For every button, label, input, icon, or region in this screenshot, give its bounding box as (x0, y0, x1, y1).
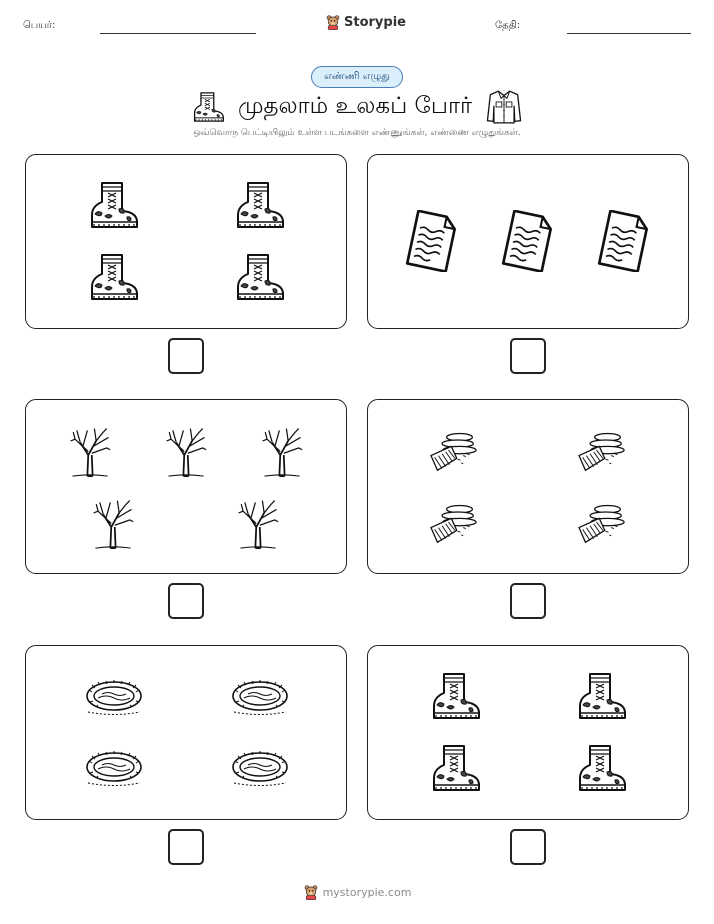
answer-box-2[interactable] (510, 338, 546, 374)
date-input-line[interactable] (567, 33, 691, 34)
counting-panel-3 (25, 399, 347, 574)
counting-panel-5 (25, 645, 347, 820)
boot-icon (192, 91, 224, 123)
bare-tree-icon (91, 497, 135, 550)
crater-icon (84, 748, 144, 788)
sandbag-icon (574, 428, 630, 474)
counting-panel-1 (25, 154, 347, 329)
bare-tree-icon (236, 497, 280, 550)
document-icon (400, 210, 462, 272)
boot-icon (430, 743, 480, 793)
sandbag-icon (426, 428, 482, 474)
boot-icon (234, 180, 284, 230)
sandbag-icon (574, 500, 630, 546)
crater-icon (230, 748, 290, 788)
bare-tree-icon (68, 425, 112, 478)
brand-logo (325, 14, 406, 31)
name-input-line[interactable] (100, 33, 256, 34)
counting-panel-6 (367, 645, 689, 820)
counting-panel-4 (367, 399, 689, 574)
boot-icon (576, 743, 626, 793)
boot-icon (430, 671, 480, 721)
storypie-mascot-icon (303, 884, 319, 901)
boot-icon (88, 252, 138, 302)
answer-box-4[interactable] (510, 583, 546, 619)
instruction-text: ஒவ்வொரு பெட்டியிலும் உள்ள படங்களை எண்ணுங்கள், எண்ணை எழுதுங்கள். (193, 128, 521, 138)
worksheet-type-badge: எண்ணி எழுது (311, 66, 403, 88)
sandbag-icon (426, 500, 482, 546)
date-label: தேதி: (495, 20, 521, 31)
brand-name: Storypie (344, 15, 406, 30)
document-icon (496, 210, 558, 272)
footer-url[interactable]: mystorypie.com (322, 886, 412, 899)
name-label: பெயர்: (23, 20, 56, 31)
counting-panel-2 (367, 154, 689, 329)
boot-icon (576, 671, 626, 721)
answer-box-5[interactable] (168, 829, 204, 865)
bare-tree-icon (164, 425, 208, 478)
boot-icon (234, 252, 284, 302)
answer-box-1[interactable] (168, 338, 204, 374)
storypie-mascot-icon (325, 14, 341, 31)
bare-tree-icon (260, 425, 304, 478)
footer (0, 884, 714, 901)
answer-box-6[interactable] (510, 829, 546, 865)
crater-icon (84, 677, 144, 717)
document-icon (592, 210, 654, 272)
answer-box-3[interactable] (168, 583, 204, 619)
crater-icon (230, 677, 290, 717)
title-row (0, 89, 714, 125)
boot-icon (88, 180, 138, 230)
military-jacket-icon (486, 89, 522, 125)
page-title: முதலாம் உலகப் போர் (237, 92, 473, 119)
